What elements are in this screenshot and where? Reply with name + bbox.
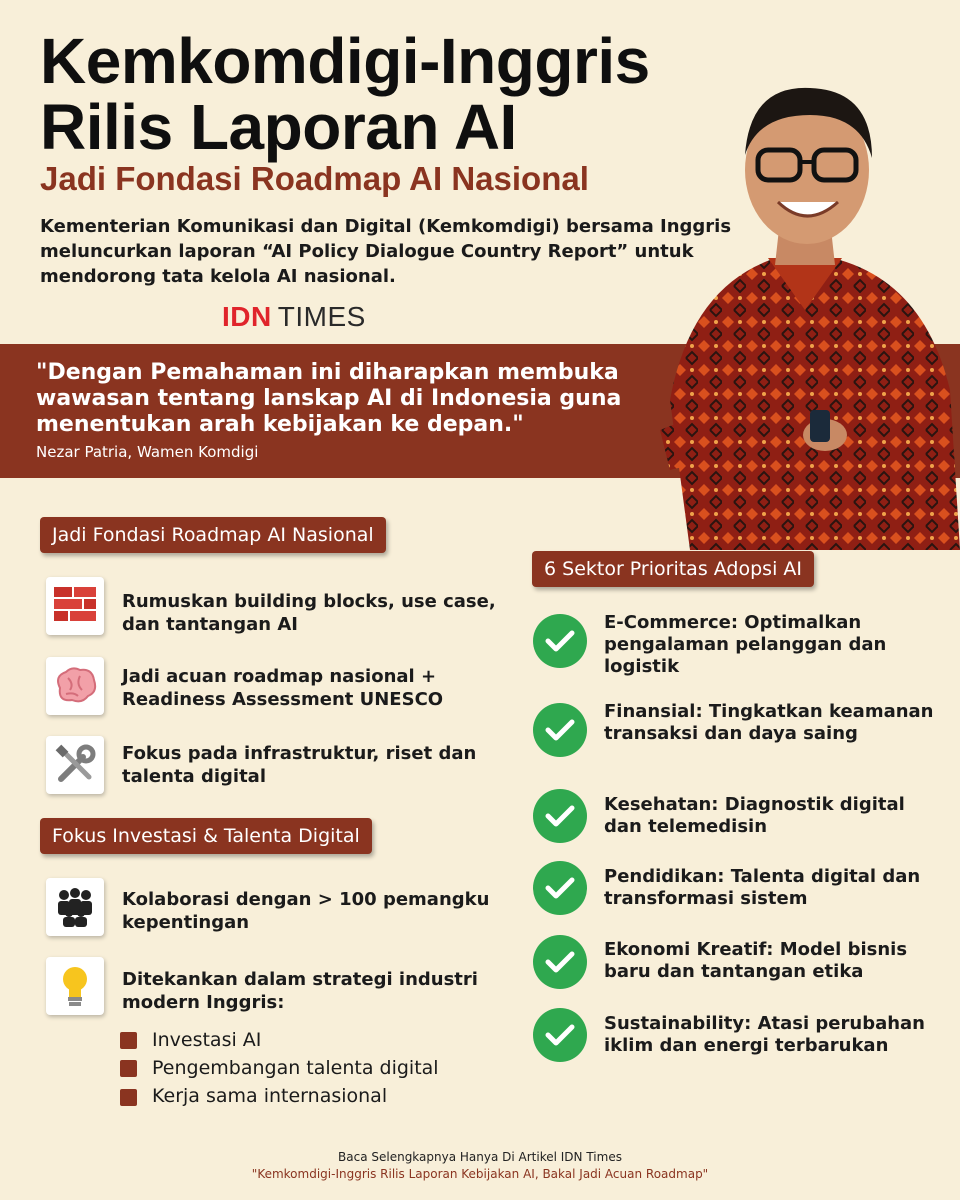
- sector-item-3: Kesehatan: Diagnostik digital dan telemedisin: [604, 794, 905, 837]
- page-title: [40, 25, 650, 163]
- people-group-icon: [46, 878, 104, 936]
- investasi-item-1: Kolaborasi dengan > 100 pemangku kepentingan: [122, 889, 490, 933]
- logo-idn: IDN: [222, 301, 272, 332]
- check-icon: [533, 789, 587, 843]
- check-icon: [533, 1008, 587, 1062]
- speaker-portrait: [650, 70, 960, 550]
- sector-item-4: Pendidikan: Talenta digital dan transformasi sistem: [604, 866, 921, 909]
- investasi-item-2: Ditekankan dalam strategi industri modern Inggris:: [122, 969, 478, 1013]
- lightbulb-icon: [46, 957, 104, 1015]
- footer-read-more: Baca Selengkapnya Hanya Di Artikel IDN Times: [338, 1150, 622, 1164]
- idn-times-logo: [222, 301, 366, 333]
- section-heading-investasi: Fokus Investasi & Talenta Digital: [40, 818, 372, 854]
- section-heading-roadmap: Jadi Fondasi Roadmap AI Nasional: [40, 517, 386, 553]
- brick-wall-icon: [46, 577, 104, 635]
- bullet-item-2: Pengembangan talenta digital: [152, 1057, 439, 1079]
- logo-times: TIMES: [277, 301, 366, 332]
- roadmap-item-2: Jadi acuan roadmap nasional + Readiness Assessment UNESCO: [122, 666, 444, 710]
- check-icon: [533, 614, 587, 668]
- sector-item-6: Sustainability: Atasi perubahan iklim dan energi terbarukan: [604, 1013, 925, 1056]
- quote-text: "Dengan Pemahaman ini diharapkan membuka wawasan tentang lanskap AI di Indonesia guna menentukan arah kebijakan ke depan.": [36, 360, 622, 437]
- roadmap-item-1: Rumuskan building blocks, use case, dan tantangan AI: [122, 591, 496, 635]
- sector-item-5: Ekonomi Kreatif: Model bisnis baru dan tantangan etika: [604, 939, 908, 982]
- roadmap-item-3: Fokus pada infrastruktur, riset dan talenta digital: [122, 743, 477, 787]
- tools-icon: [46, 736, 104, 794]
- quote-author: Nezar Patria, Wamen Komdigi: [36, 443, 259, 461]
- check-icon: [533, 861, 587, 915]
- brain-icon: [46, 657, 104, 715]
- sector-item-1: E-Commerce: Optimalkan pengalaman pelanggan dan logistik: [604, 612, 887, 677]
- title-line-2: Rilis Laporan AI: [40, 91, 517, 163]
- bullet-marker: [120, 1089, 137, 1106]
- bullet-item-1: Investasi AI: [152, 1029, 262, 1051]
- bullet-item-3: Kerja sama internasional: [152, 1085, 388, 1107]
- bullet-marker: [120, 1032, 137, 1049]
- check-icon: [533, 935, 587, 989]
- subtitle: Jadi Fondasi Roadmap AI Nasional: [40, 160, 589, 197]
- footer-article-title[interactable]: "Kemkomdigi-Inggris Rilis Laporan Kebijakan AI, Bakal Jadi Acuan Roadmap": [251, 1167, 709, 1181]
- title-line-1: Kemkomdigi-Inggris: [40, 25, 650, 97]
- sector-item-2: Finansial: Tingkatkan keamanan transaksi dan daya saing: [604, 701, 934, 744]
- section-heading-sektor: 6 Sektor Prioritas Adopsi AI: [532, 551, 814, 587]
- bullet-marker: [120, 1060, 137, 1077]
- check-icon: [533, 703, 587, 757]
- intro-paragraph: Kementerian Komunikasi dan Digital (Kemkomdigi) bersama Inggris meluncurkan laporan “AI Policy Dialogue Country Report” untuk mendorong tata kelola AI nasional.: [40, 216, 732, 287]
